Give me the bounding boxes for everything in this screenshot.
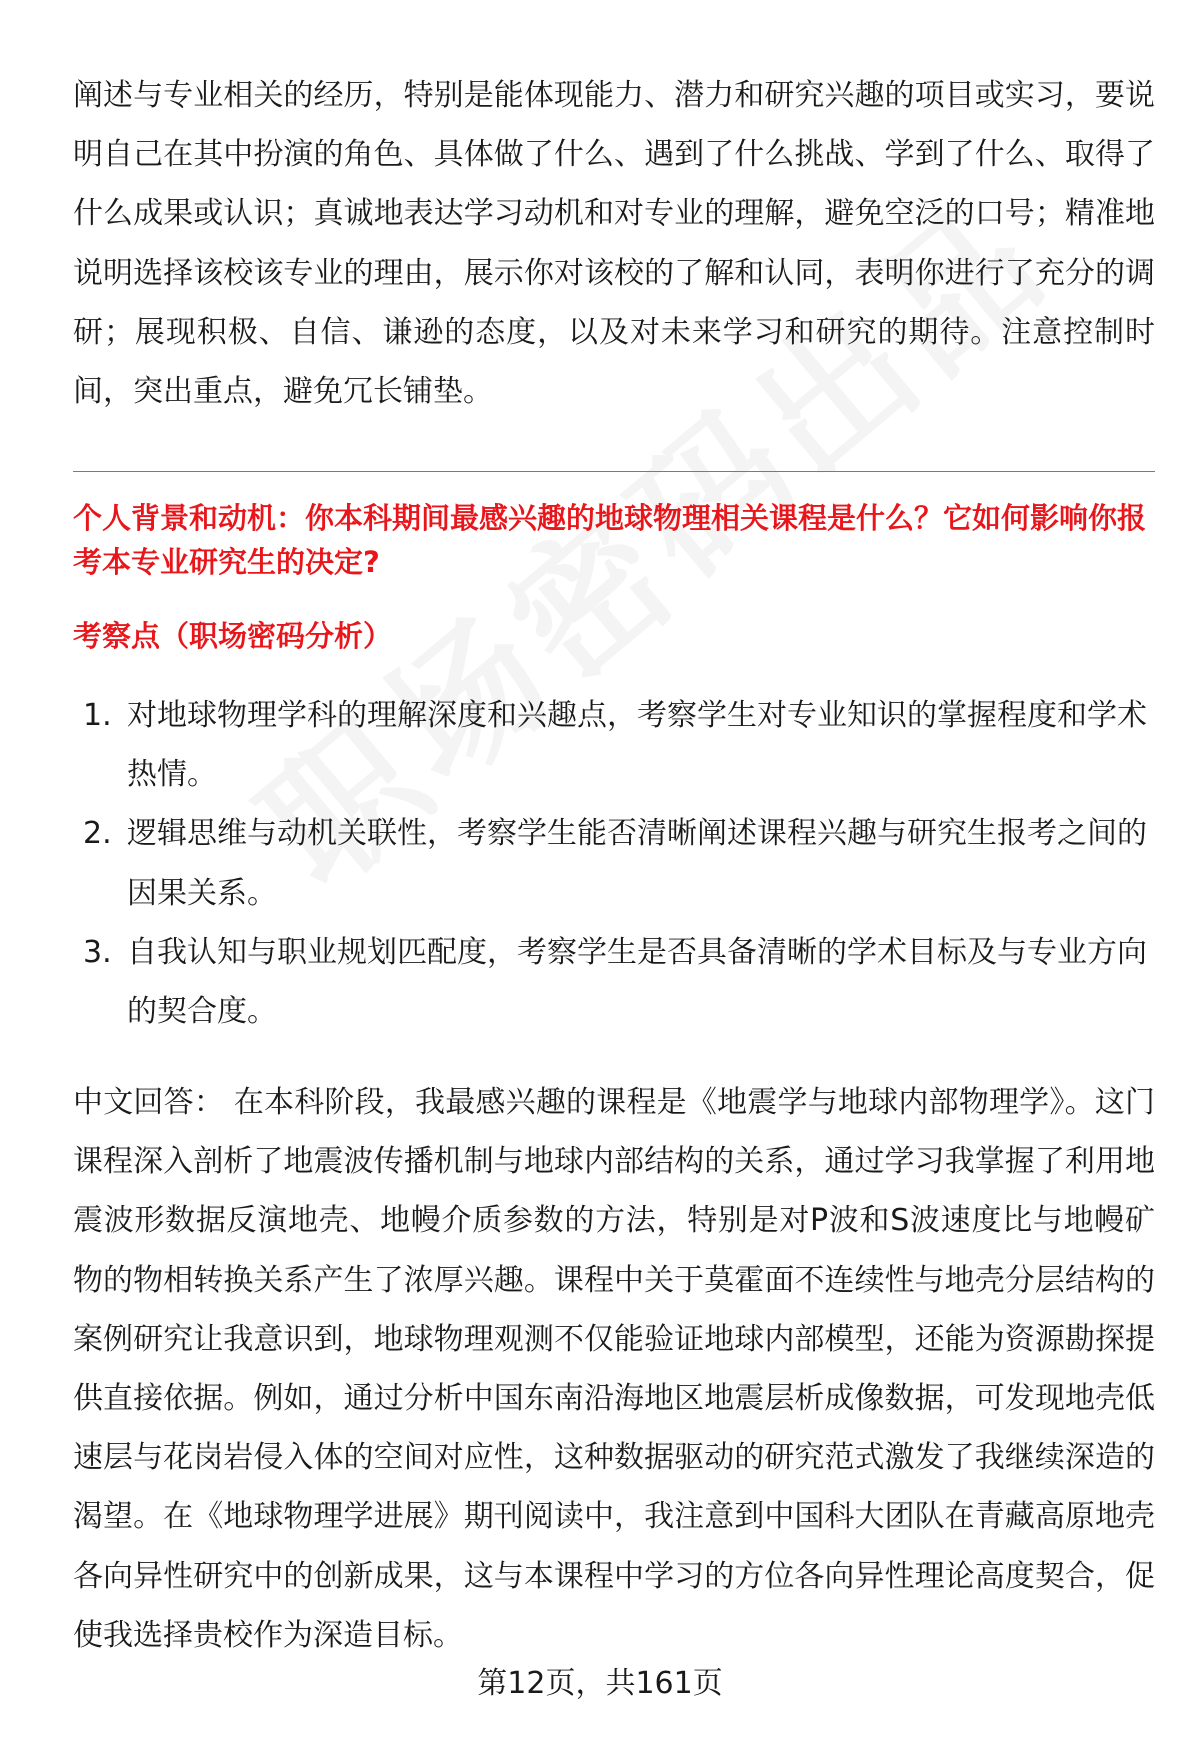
list-item-number: 2. <box>83 816 112 852</box>
list-item-number: 1. <box>83 698 112 733</box>
list-item-text: 自我认知与职业规划匹配度，考察学生是否具备清晰的学术目标及与专业方向的契合度。 <box>127 934 1147 1030</box>
list-item <box>73 923 1155 1041</box>
list-item-text: 逻辑思维与动机关联性，考察学生能否清晰阐述课程兴趣与研究生报考之间的因果关系。 <box>127 816 1147 911</box>
list-item <box>73 804 1155 922</box>
intro-paragraph: 阐述与专业相关的经历，特别是能体现能力、潜力和研究兴趣的项目或实习，要说明自己在其中扮演的角色、具体做了什么、遇到了什么挑战、学到了什么、取得了什么成果或认识；真诚地表达学习动机和对专业的理解，避免空泛的口号；精准地说明选择该校该专业的理由，展示你对该校的了解和认同，表明你进行了充分的调研；展现积极、自信、谦逊的态度，以及对未来学习和研究的期待。注意控制时间，突出重点，避免冗长铺垫。 <box>73 78 1155 410</box>
assessment-points-list <box>73 686 1155 1041</box>
list-item-number: 3. <box>83 934 112 970</box>
section-divider <box>73 471 1155 472</box>
list-item-text: 对地球物理学科的理解深度和兴趣点，考察学生对专业知识的掌握程度和学术热情。 <box>127 698 1147 793</box>
assessment-points-heading: 考察点（职场密码分析） <box>73 619 393 653</box>
answer-paragraph: 中文回答： 在本科阶段，我最感兴趣的课程是《地震学与地球内部物理学》。这门课程深入剖析了地震波传播机制与地球内部结构的关系，通过学习我掌握了利用地震波形数据反演地壳、地幔介质参数的方法，特别是对P波和S波速度比与地幔矿物的物相转换关系产生了浓厚兴趣。课程中关于莫霍面不连续性与地壳分层结构的案例研究让我意识到，地球物理观测不仅能验证地球内部模型，还能为资源勘探提供直接依据。例如，通过分析中国东南沿海地区地震层析成像数据，可发现地壳低速层与花岗岩侵入体的空间对应性，这种数据驱动的研究范式激发了我继续深造的渴望。在《地球物理学进展》期刊阅读中，我注意到中国科大团队在青藏高原地壳各向异性研究中的创新成果，这与本课程中学习的方位各向异性理论高度契合，促使我选择贵校作为深造目标。 <box>73 1085 1155 1653</box>
interview-question: 个人背景和动机：你本科期间最感兴趣的地球物理相关课程是什么？它如何影响你报考本专业研究生的决定? <box>73 501 1147 579</box>
page-number-footer: 第12页，共161页 <box>477 1666 723 1701</box>
list-item <box>73 686 1155 804</box>
